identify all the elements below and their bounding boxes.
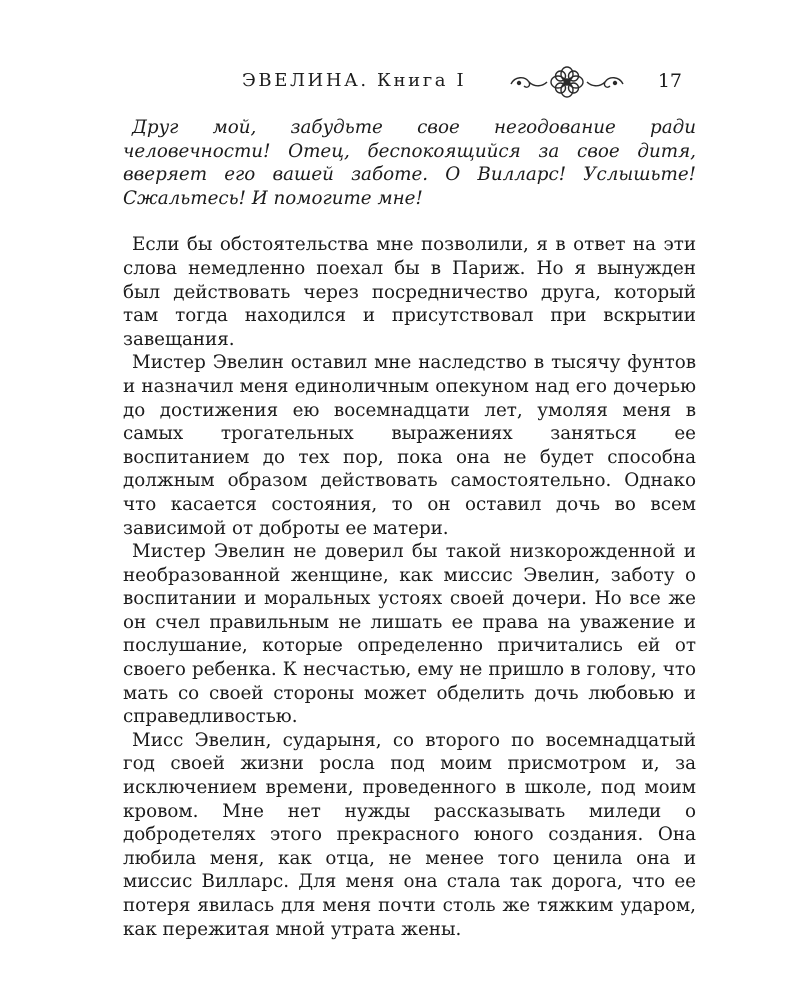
paragraph: Мисс Эвелин, сударыня, со второго по восемнадцатый год своей жизни росла под моим присмотром и, за исключением времени, проведенного в школе, под моим кровом. Мне нет нужды рассказывать миледи о добродетелях этого прекрасного юного создания. Она любила меня, как отца, не менее того ценила она и миссис Вилларс. Для меня она стала так дорога, что ее потеря явилась для меня почти столь же тяжким ударом, как пережитая мной утрата жены. bbox=[123, 729, 696, 940]
body-text bbox=[123, 116, 696, 941]
italic-quote-paragraph: Друг мой, забудьте свое негодование ради человечности! Отец, беспокоящийся за свое дитя, вверяет его вашей заботе. О Вилларс! Услышьте! Сжальтесь! И помогите мне! bbox=[123, 117, 696, 209]
flower-ornament-icon bbox=[507, 66, 627, 98]
paragraph: Если бы обстоятельства мне позволили, я в ответ на эти слова немедленно поехал бы в Париж. Но я вынужден был действовать через посредничество друга, который там тогда находился и присутствовал при вскрытии завещания. bbox=[123, 234, 696, 350]
paragraph: Мистер Эвелин не доверил бы такой низкорожденной и необразованной женщине, как миссис Эвелин, заботу о воспитании и моральных устоях своей дочери. Но все же он счел правильным не лишать ее права на уважение и послушание, которые определенно причитались ей от своего ребенка. К несчастью, ему не пришло в голову, что мать со своей стороны может обделить дочь любовью и справедливостью. bbox=[123, 541, 696, 728]
page-number: 17 bbox=[657, 70, 682, 92]
page-header bbox=[242, 66, 696, 100]
paragraph: Мистер Эвелин оставил мне наследство в тысячу фунтов и назначил меня единоличным опекуном над его дочерью до достижения ею восемнадцати лет, умоляя меня в самых трогательных выражениях заняться ее воспитанием до тех пор, пока она не будет способна должным образом действовать самостоятельно. Однако что касается состояния, то он оставил дочь во всем зависимой от доброты ее матери. bbox=[123, 352, 696, 539]
running-title: ЭВЕЛИНА. Книга I bbox=[242, 70, 467, 91]
